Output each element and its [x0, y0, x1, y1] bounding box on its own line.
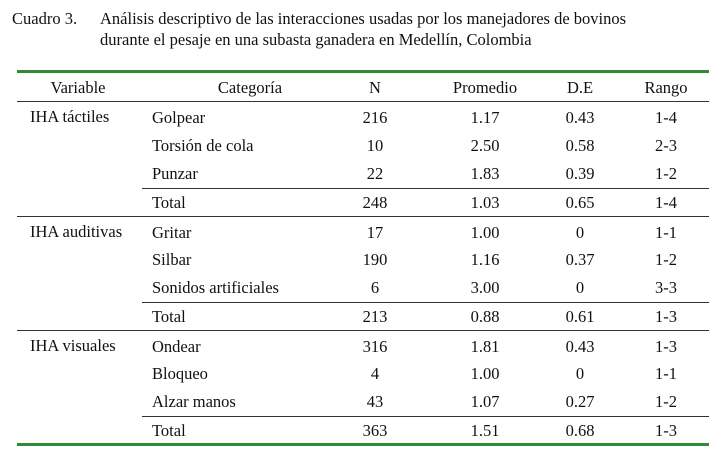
- row-promedio: 1.00: [470, 223, 500, 242]
- row-categoria: Sonidos artificiales: [152, 278, 279, 297]
- group-separator-rule: [17, 216, 709, 217]
- row-rango: 1-2: [655, 392, 677, 411]
- row-categoria: Punzar: [152, 164, 198, 183]
- row-rango: 2-3: [655, 136, 677, 155]
- caption-line-1: Análisis descriptivo de las interacciones usadas por los manejadores de bovinos: [100, 9, 627, 28]
- header-rango: Rango: [644, 78, 688, 97]
- row-n: 17: [366, 223, 384, 242]
- row-promedio: 3.00: [470, 278, 500, 297]
- total-de: 0.65: [565, 193, 595, 212]
- header-categoria: Categoría: [217, 78, 283, 97]
- header-promedio: Promedio: [452, 78, 518, 97]
- total-categoria: Total: [152, 421, 186, 440]
- total-rango: 1-4: [655, 193, 677, 212]
- row-categoria: Alzar manos: [152, 392, 236, 411]
- row-promedio: 2.50: [470, 136, 500, 155]
- row-categoria: Gritar: [152, 223, 192, 242]
- row-de: 0.43: [565, 108, 595, 127]
- row-de: 0: [575, 223, 585, 242]
- row-promedio: 1.83: [470, 164, 500, 183]
- total-promedio: 1.03: [470, 193, 500, 212]
- group-separator-rule: [17, 330, 709, 331]
- row-rango: 1-2: [655, 164, 677, 183]
- row-categoria: Torsión de cola: [152, 136, 254, 155]
- row-rango: 1-2: [655, 250, 677, 269]
- header-bottom-rule: [17, 101, 709, 102]
- row-de: 0.37: [565, 250, 595, 269]
- caption-line-2: durante el pesaje en una subasta ganadera en Medellín, Colombia: [100, 30, 532, 49]
- row-rango: 1-4: [655, 108, 677, 127]
- row-n: 43: [366, 392, 384, 411]
- row-rango: 1-3: [655, 337, 677, 356]
- row-de: 0: [575, 278, 585, 297]
- row-n: 22: [366, 164, 384, 183]
- row-de: 0.27: [565, 392, 595, 411]
- row-categoria: Ondear: [152, 337, 201, 356]
- row-promedio: 1.16: [470, 250, 500, 269]
- total-de: 0.68: [565, 421, 595, 440]
- header-de: D.E: [566, 78, 594, 97]
- subtotal-rule: [142, 416, 709, 417]
- row-rango: 3-3: [655, 278, 677, 297]
- row-n: 4: [370, 364, 380, 383]
- row-categoria: Golpear: [152, 108, 206, 127]
- total-de: 0.61: [565, 307, 595, 326]
- row-n: 316: [362, 337, 388, 356]
- group-variable: IHA táctiles: [30, 107, 110, 126]
- row-de: 0: [575, 364, 585, 383]
- row-promedio: 1.07: [470, 392, 500, 411]
- row-n: 6: [370, 278, 380, 297]
- table-bottom-rule: [17, 443, 709, 446]
- total-rango: 1-3: [655, 421, 677, 440]
- total-n: 213: [362, 307, 388, 326]
- row-n: 190: [362, 250, 388, 269]
- total-n: 248: [362, 193, 388, 212]
- total-rango: 1-3: [655, 307, 677, 326]
- table-caption: [12, 8, 712, 50]
- row-n: 216: [362, 108, 388, 127]
- row-promedio: 1.17: [470, 108, 500, 127]
- row-categoria: Bloqueo: [152, 364, 208, 383]
- row-promedio: 1.81: [470, 337, 500, 356]
- total-categoria: Total: [152, 193, 186, 212]
- header-n: N: [369, 78, 381, 97]
- subtotal-rule: [142, 302, 709, 303]
- total-categoria: Total: [152, 307, 186, 326]
- total-n: 363: [362, 421, 388, 440]
- total-promedio: 1.51: [470, 421, 500, 440]
- subtotal-rule: [142, 188, 709, 189]
- table-top-rule: [17, 70, 709, 73]
- row-categoria: Silbar: [152, 250, 192, 269]
- row-de: 0.58: [565, 136, 595, 155]
- row-de: 0.39: [565, 164, 595, 183]
- group-variable: IHA auditivas: [30, 222, 123, 241]
- row-rango: 1-1: [655, 364, 677, 383]
- row-promedio: 1.00: [470, 364, 500, 383]
- header-variable: Variable: [50, 78, 106, 97]
- row-rango: 1-1: [655, 223, 677, 242]
- caption-label: Cuadro 3.: [12, 9, 78, 28]
- group-variable: IHA visuales: [30, 336, 116, 355]
- total-promedio: 0.88: [470, 307, 500, 326]
- row-de: 0.43: [565, 337, 595, 356]
- row-n: 10: [366, 136, 384, 155]
